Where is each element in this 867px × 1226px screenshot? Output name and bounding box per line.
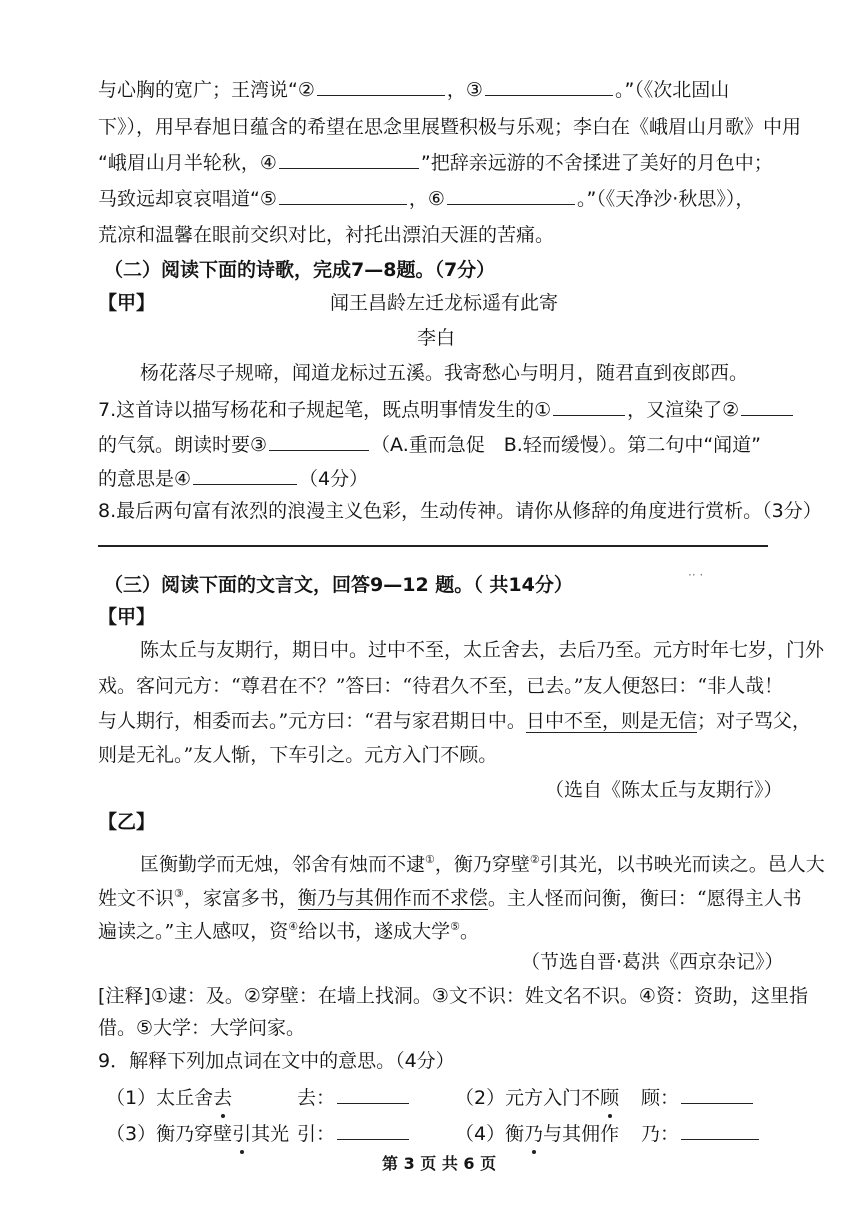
text: （1）太丘舍 bbox=[106, 1087, 214, 1109]
answer-blank[interactable] bbox=[447, 186, 575, 205]
text: （2）元方入门不 bbox=[455, 1087, 601, 1109]
passage-jia-line-2: 戏。客问元方：“尊君在不？”答曰：“待君久不至，已去。”友人便怒曰：“非人哉！ bbox=[98, 675, 784, 697]
text: 其光 bbox=[251, 1123, 290, 1145]
text: ；对子骂父， bbox=[696, 710, 811, 732]
q9-item-2 bbox=[455, 1084, 619, 1112]
answer-blank[interactable] bbox=[269, 432, 369, 451]
text: 。”（《天净沙·秋思》）， bbox=[576, 188, 755, 210]
passage-yi-line-2 bbox=[98, 880, 802, 912]
note-mark: ③ bbox=[174, 887, 184, 900]
answer-blank[interactable] bbox=[337, 1085, 409, 1104]
fill-line-4 bbox=[98, 185, 754, 213]
text: 姓文不识 bbox=[98, 887, 175, 910]
text: 荒凉和温馨在眼前交织对比，衬托出漂泊天涯的苦痛。 bbox=[98, 224, 555, 246]
text: 7.这首诗以描写杨花和子规起笔，既点明事情发生的① bbox=[98, 399, 552, 421]
text: ，③ bbox=[446, 79, 483, 101]
text: “峨眉山月半轮秋，④ bbox=[98, 152, 277, 174]
source-yi: （节选自晋·葛洪《西京杂记》） bbox=[521, 951, 784, 973]
label-jia-2: 【甲】 bbox=[98, 606, 156, 628]
text: 引： bbox=[297, 1123, 336, 1145]
q9-item-3 bbox=[106, 1120, 289, 1148]
passage-jia-line-1: 陈太丘与友期行，期日中。过中不至，太丘舍去，去后乃至。元方时年七岁，门外 bbox=[140, 639, 825, 661]
scan-mark: ·· · bbox=[688, 568, 704, 582]
fill-line-3 bbox=[98, 149, 773, 177]
q9-answer-2 bbox=[641, 1084, 755, 1112]
poem-author: 李白 bbox=[417, 327, 456, 349]
text: 与心胸的宽广；王湾说“② bbox=[98, 79, 315, 101]
fill-line-1 bbox=[98, 76, 729, 104]
text: 遍读之。”主人感叹，资 bbox=[98, 920, 289, 943]
answer-blank[interactable] bbox=[553, 397, 625, 416]
answer-line[interactable] bbox=[98, 545, 768, 547]
text: 给以书，遂成大学 bbox=[298, 920, 451, 943]
poem-title: 闻王昌龄左迁龙标遥有此寄 bbox=[330, 292, 559, 314]
text: 的意思是④ bbox=[98, 468, 192, 490]
passage-yi-line-1 bbox=[140, 846, 825, 878]
passage-jia-line-4: 则是无礼。”友人惭，下车引之。元方入门不顾。 bbox=[98, 744, 498, 766]
q9-answer-4 bbox=[641, 1120, 761, 1148]
section-2-heading: （二）阅读下面的诗歌，完成7—8题。（7分） bbox=[104, 259, 496, 281]
note-mark: ④ bbox=[288, 920, 299, 933]
text: 与其佣作 bbox=[543, 1123, 620, 1145]
text: 去： bbox=[297, 1087, 336, 1109]
text: ，又渲染了② bbox=[627, 399, 740, 421]
text: ，衡乃穿壁 bbox=[434, 853, 530, 876]
dotted-word: 去 bbox=[213, 1084, 232, 1112]
section-3-heading: （三）阅读下面的文言文，回答9—12 题。（ 共14分） bbox=[104, 574, 573, 596]
text: 。主人怪而问衡，衡曰：“愿得主人书 bbox=[487, 887, 802, 910]
notes-line-2: 借。⑤大学：大学问家。 bbox=[98, 1017, 306, 1039]
notes-line-1: [注释]①逮：及。②穿壁：在墙上找洞。③文不识：姓文名不识。④资：资助，这里指 bbox=[98, 985, 808, 1007]
underlined-sentence: 日中不至，则是无信 bbox=[525, 710, 697, 732]
text: 匡衡勤学而无烛，邻舍有烛而不逮 bbox=[140, 853, 426, 876]
answer-blank[interactable] bbox=[681, 1085, 753, 1104]
note-mark: ① bbox=[425, 853, 435, 866]
q9-item-4 bbox=[455, 1120, 619, 1148]
q7-line-3 bbox=[98, 465, 368, 493]
q9-answer-1 bbox=[297, 1084, 411, 1112]
page-number: 第 3 页 共 6 页 bbox=[382, 1154, 497, 1173]
note-mark: ② bbox=[529, 853, 540, 866]
poem-text: 杨花落尽子规啼，闻道龙标过五溪。我寄愁心与明月，随君直到夜郎西。 bbox=[140, 362, 749, 384]
passage-yi-line-3 bbox=[98, 913, 479, 945]
q7-line-2 bbox=[98, 431, 761, 459]
q7-line-1 bbox=[98, 396, 795, 424]
answer-blank[interactable] bbox=[279, 186, 407, 205]
text: 乃： bbox=[641, 1123, 680, 1145]
label-jia: 【甲】 bbox=[98, 292, 156, 314]
text: （4分） bbox=[299, 468, 369, 490]
text: 。 bbox=[459, 920, 479, 943]
answer-blank[interactable] bbox=[279, 150, 419, 169]
q9-answer-3 bbox=[297, 1120, 411, 1148]
answer-blank[interactable] bbox=[337, 1121, 409, 1140]
text: 与人期行，相委而去。”元方曰：“君与家君期日中。 bbox=[98, 710, 526, 732]
q8: 8.最后两句富有浓烈的浪漫主义色彩，生动传神。请你从修辞的角度进行赏析。（3分） bbox=[98, 500, 822, 522]
text: ”把辞亲远游的不舍揉进了美好的月色中； bbox=[420, 152, 773, 174]
answer-blank[interactable] bbox=[485, 77, 613, 96]
text: （4）衡 bbox=[455, 1123, 525, 1145]
text: （A.重而急促 B.轻而缓慢）。第二句中“闻道” bbox=[371, 434, 762, 456]
text: 顾： bbox=[641, 1087, 680, 1109]
text: 引其光，以书映光而读之。邑人大 bbox=[539, 853, 825, 876]
answer-blank[interactable] bbox=[681, 1121, 759, 1140]
answer-blank[interactable] bbox=[193, 466, 297, 485]
answer-blank[interactable] bbox=[317, 77, 445, 96]
text: ，家富多书， bbox=[183, 887, 298, 910]
dotted-word: 引 bbox=[232, 1120, 251, 1148]
answer-blank[interactable] bbox=[741, 397, 793, 416]
note-mark: ⑤ bbox=[450, 920, 460, 933]
label-yi: 【乙】 bbox=[98, 811, 156, 833]
fill-line-2 bbox=[98, 113, 801, 141]
dotted-word: 顾 bbox=[600, 1084, 619, 1112]
text: （3）衡乃穿壁 bbox=[106, 1123, 233, 1145]
text: 。”（《次北固山 bbox=[614, 79, 730, 101]
source-jia: （选自《陈太丘与友期行》） bbox=[545, 779, 783, 801]
underlined-sentence: 衡乃与其佣作而不求偿 bbox=[297, 887, 488, 910]
text: 的气氛。朗读时要③ bbox=[98, 434, 268, 456]
dotted-word: 乃 bbox=[524, 1120, 543, 1148]
text: 马致远却哀哀唱道“⑤ bbox=[98, 188, 277, 210]
passage-jia-line-3 bbox=[98, 707, 811, 735]
q9-prompt: 9．解释下列加点词在文中的意思。（4分） bbox=[98, 1050, 455, 1072]
text: 下》），用早春旭日蕴含的希望在思念里展暨积极与乐观；李白在《峨眉山月歌》中用 bbox=[98, 116, 802, 138]
fill-line-5 bbox=[98, 221, 554, 249]
q9-item-1 bbox=[106, 1084, 232, 1112]
text: ，⑥ bbox=[408, 188, 445, 210]
